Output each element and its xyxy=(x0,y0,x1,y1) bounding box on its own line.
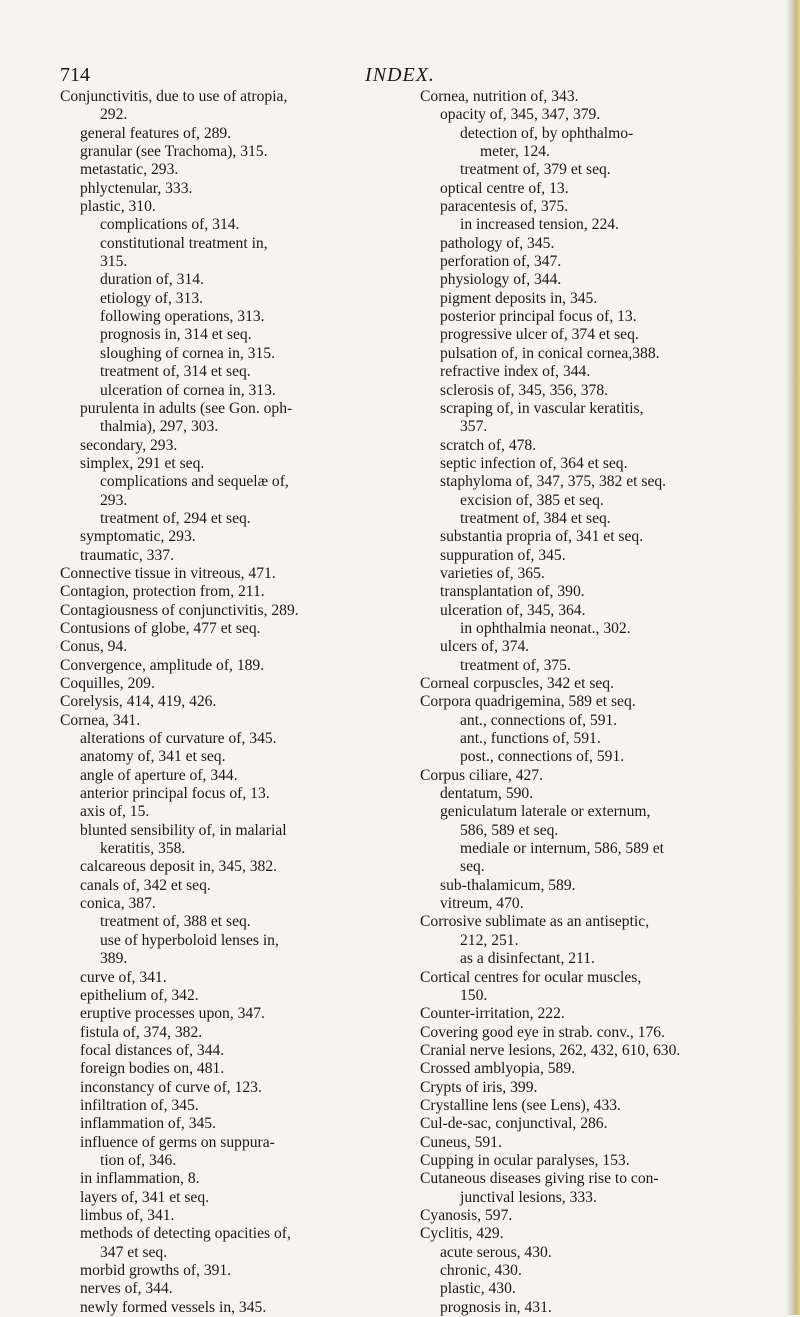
index-entry: secondary, 293. xyxy=(80,436,178,454)
index-entry: anterior principal focus of, 13. xyxy=(80,785,270,803)
index-entry: treatment of, 294 et seq. xyxy=(100,509,251,527)
index-entry: complications and sequelæ of, xyxy=(100,473,289,491)
index-entry: limbus of, 341. xyxy=(80,1206,175,1224)
index-entry: eruptive processes upon, 347. xyxy=(80,1005,265,1023)
index-entry: Covering good eye in strab. conv., 176. xyxy=(420,1023,665,1041)
index-entry: inconstancy of curve of, 123. xyxy=(80,1078,262,1096)
index-entry: physiology of, 344. xyxy=(440,271,562,289)
index-entry: tion of, 346. xyxy=(100,1151,177,1169)
index-entry: Cornea, 341. xyxy=(60,711,141,729)
index-entry: Cyclitis, 429. xyxy=(420,1225,504,1243)
index-entry: purulenta in adults (see Gon. oph- xyxy=(80,399,293,417)
index-entry: detection of, by ophthalmo- xyxy=(460,124,634,142)
index-entry: treatment of, 388 et seq. xyxy=(100,913,251,931)
index-entry: sub-thalamicum, 589. xyxy=(440,876,576,894)
index-entry: influence of germs on suppura- xyxy=(80,1133,275,1151)
index-column-right xyxy=(420,88,775,1317)
index-entry: alterations of curvature of, 345. xyxy=(80,730,277,748)
page-edge xyxy=(786,0,800,1315)
index-entry: ulceration of cornea in, 313. xyxy=(100,381,276,399)
index-entry: Cul-de-sac, conjunctival, 286. xyxy=(420,1115,608,1133)
index-entry: phlyctenular, 333. xyxy=(80,179,193,197)
index-entry: as a disinfectant, 211. xyxy=(460,950,595,968)
index-entry: Cupping in ocular paralyses, 153. xyxy=(420,1151,630,1169)
index-entry: 150. xyxy=(460,986,488,1004)
index-entry: Contusions of globe, 477 et seq. xyxy=(60,619,261,637)
index-entry: chronic, 430. xyxy=(440,1262,522,1279)
index-entry: constitutional treatment in, xyxy=(100,234,268,252)
index-entry: junctival lesions, 333. xyxy=(460,1188,597,1206)
index-entry: traumatic, 337. xyxy=(80,546,174,564)
index-entry: Cranial nerve lesions, 262, 432, 610, 630. xyxy=(420,1041,681,1059)
index-entry: in ophthalmia neonat., 302. xyxy=(460,619,631,637)
index-entry: canals of, 342 et seq. xyxy=(80,876,211,894)
index-entry: use of hyperboloid lenses in, xyxy=(100,931,279,949)
index-entry: Cortical centres for ocular muscles, xyxy=(420,968,642,986)
index-entry: general features of, 289. xyxy=(80,124,232,142)
index-entry: 315. xyxy=(100,253,128,271)
page-header xyxy=(60,64,740,90)
index-entry: in inflammation, 8. xyxy=(80,1170,200,1188)
index-entry: Corrosive sublimate as an antiseptic, xyxy=(420,913,650,931)
index-entry: curve of, 341. xyxy=(80,968,167,986)
index-entry: layers of, 341 et seq. xyxy=(80,1188,210,1206)
index-entry: in increased tension, 224. xyxy=(460,216,619,234)
index-entry: treatment of, 379 et seq. xyxy=(460,161,611,179)
index-entry: following operations, 313. xyxy=(100,308,265,326)
index-entry: 292. xyxy=(100,106,128,124)
index-entry: Crypts of iris, 399. xyxy=(420,1078,538,1096)
index-entry: vitreum, 470. xyxy=(440,895,524,913)
index-entry: 212, 251. xyxy=(460,931,519,949)
index-entry: geniculatum laterale or externum, xyxy=(440,803,651,821)
index-entry: Cutaneous diseases giving rise to con- xyxy=(420,1170,659,1188)
index-entry: Convergence, amplitude of, 189. xyxy=(60,656,265,674)
index-entry: scraping of, in vascular keratitis, xyxy=(440,399,644,417)
index-entry: plastic, 310. xyxy=(80,198,156,216)
index-entry: axis of, 15. xyxy=(80,803,150,821)
index-entry: Cyanosis, 597. xyxy=(420,1206,513,1224)
index-entry: etiology of, 313. xyxy=(100,289,204,307)
index-entry: Conjunctivitis, due to use of atropia, xyxy=(60,88,288,105)
index-entry: keratitis, 358. xyxy=(100,840,186,858)
index-entry: angle of aperture of, 344. xyxy=(80,766,238,784)
page-number: 714 xyxy=(60,64,90,86)
index-entry: sloughing of cornea in, 315. xyxy=(100,344,275,362)
index-entry: treatment of, 384 et seq. xyxy=(460,509,611,527)
index-entry: ant., connections of, 591. xyxy=(460,711,618,729)
index-entry: seq. xyxy=(460,858,485,876)
index-entry: 293. xyxy=(100,491,128,509)
index-entry: Counter-irritation, 222. xyxy=(420,1005,565,1023)
index-entry: newly formed vessels in, 345. xyxy=(80,1298,267,1316)
index-entry: paracentesis of, 375. xyxy=(440,198,569,216)
index-entry: epithelium of, 342. xyxy=(80,986,199,1004)
index-entry: sclerosis of, 345, 356, 378. xyxy=(440,381,609,399)
index-entry: fistula of, 374, 382. xyxy=(80,1023,203,1041)
index-entry: suppuration of, 345. xyxy=(440,546,566,564)
index-entry: Contagiousness of conjunctivitis, 289. xyxy=(60,601,299,619)
index-entry: Crystalline lens (see Lens), 433. xyxy=(420,1096,621,1114)
index-entry: perforation of, 347. xyxy=(440,253,562,271)
index-entry: pathology of, 345. xyxy=(440,234,555,252)
index-entry: morbid growths of, 391. xyxy=(80,1262,232,1279)
index-entry: treatment of, 375. xyxy=(460,656,571,674)
index-entry: optical centre of, 13. xyxy=(440,179,569,197)
index-entry: Corneal corpuscles, 342 et seq. xyxy=(420,675,615,692)
index-entry: mediale or internum, 586, 589 et xyxy=(460,840,664,858)
index-entry: simplex, 291 et seq. xyxy=(80,454,205,472)
index-entry: transplantation of, 390. xyxy=(440,583,585,601)
index-entry: 389. xyxy=(100,950,128,968)
index-entry: complications of, 314. xyxy=(100,216,240,234)
index-entry: nerves of, 344. xyxy=(80,1280,173,1298)
index-entry: 357. xyxy=(460,418,488,436)
index-entry: Conus, 94. xyxy=(60,638,128,656)
index-entry: infiltration of, 345. xyxy=(80,1096,199,1114)
index-entry: blunted sensibility of, in malarial xyxy=(80,821,287,839)
index-entry: meter, 124. xyxy=(480,143,550,161)
index-entry: Cuneus, 591. xyxy=(420,1133,502,1151)
index-column-left xyxy=(60,88,415,1317)
index-entry: Corpora quadrigemina, 589 et seq. xyxy=(420,693,636,711)
index-entry: ulcers of, 374. xyxy=(440,638,530,656)
index-entry: acute serous, 430. xyxy=(440,1243,552,1261)
index-entry: methods of detecting opacities of, xyxy=(80,1225,291,1243)
index-entry: inflammation of, 345. xyxy=(80,1115,216,1133)
index-entry: progressive ulcer of, 374 et seq. xyxy=(440,326,639,344)
index-entry: thalmia), 297, 303. xyxy=(100,418,219,436)
index-entry: refractive index of, 344. xyxy=(440,363,591,381)
index-entry: ulceration of, 345, 364. xyxy=(440,601,586,619)
index-entry: substantia propria of, 341 et seq. xyxy=(440,528,644,546)
index-entry: pulsation of, in conical cornea,388. xyxy=(440,344,660,362)
index-entry: metastatic, 293. xyxy=(80,161,179,179)
index-entry: 347 et seq. xyxy=(100,1243,168,1261)
index-entry: foreign bodies on, 481. xyxy=(80,1060,225,1078)
index-entry: treatment of, 314 et seq. xyxy=(100,363,251,381)
index-entry: excision of, 385 et seq. xyxy=(460,491,604,509)
index-entry: post., connections of, 591. xyxy=(460,748,625,766)
index-entry: Coquilles, 209. xyxy=(60,675,155,692)
index-entry: staphyloma of, 347, 375, 382 et seq. xyxy=(440,473,667,491)
index-entry: scratch of, 478. xyxy=(440,436,537,454)
index-entry: opacity of, 345, 347, 379. xyxy=(440,106,601,124)
index-entry: Connective tissue in vitreous, 471. xyxy=(60,564,276,582)
index-entry: Corelysis, 414, 419, 426. xyxy=(60,693,217,711)
index-entry: varieties of, 365. xyxy=(440,564,545,582)
index-entry: Corpus ciliare, 427. xyxy=(420,766,543,784)
index-entry: 586, 589 et seq. xyxy=(460,821,559,839)
index-entry: septic infection of, 364 et seq. xyxy=(440,454,628,472)
index-entry: calcareous deposit in, 345, 382. xyxy=(80,858,278,876)
index-entry: conica, 387. xyxy=(80,895,156,913)
index-entry: ant., functions of, 591. xyxy=(460,730,601,748)
index-entry: Contagion, protection from, 211. xyxy=(60,583,265,601)
index-entry: prognosis in, 314 et seq. xyxy=(100,326,252,344)
index-entry: duration of, 314. xyxy=(100,271,204,289)
index-entry: Cornea, nutrition of, 343. xyxy=(420,88,579,105)
index-entry: symptomatic, 293. xyxy=(80,528,196,546)
index-entry: anatomy of, 341 et seq. xyxy=(80,748,226,766)
running-head: INDEX. xyxy=(365,64,435,86)
index-entry: dentatum, 590. xyxy=(440,785,534,803)
index-entry: prognosis in, 431. xyxy=(440,1298,552,1316)
index-entry: Crossed amblyopia, 589. xyxy=(420,1060,576,1078)
index-entry: pigment deposits in, 345. xyxy=(440,289,598,307)
index-entry: granular (see Trachoma), 315. xyxy=(80,143,268,161)
index-entry: focal distances of, 344. xyxy=(80,1041,225,1059)
index-entry: posterior principal focus of, 13. xyxy=(440,308,637,326)
index-entry: plastic, 430. xyxy=(440,1280,516,1298)
